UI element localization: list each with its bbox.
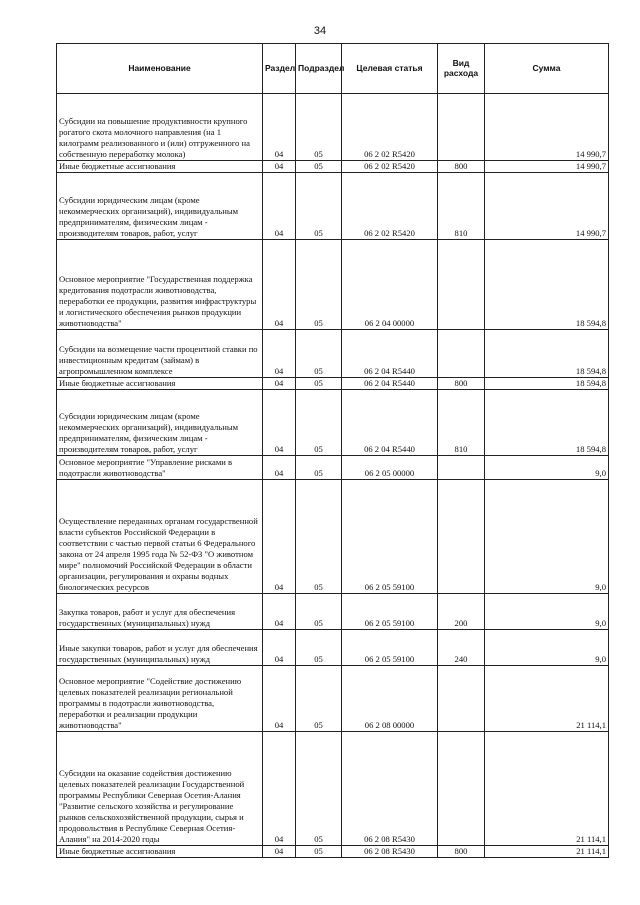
row-amount: 18 594,8 [485,240,609,330]
budget-table [56,43,609,858]
header-expense-type: Вид расхода [438,44,485,94]
row-expense-type: 810 [438,390,485,456]
row-subsection: 05 [296,732,342,846]
row-amount: 21 114,1 [485,846,609,858]
row-target: 06 2 05 59100 [342,630,438,666]
row-section: 04 [263,240,296,330]
row-subsection: 05 [296,480,342,594]
row-expense-type: 810 [438,173,485,240]
header-name: Наименование [57,44,263,94]
row-name: Субсидии на повышение продуктивности крупного рогатого скота молочного направления (на 1 килограмм реализованного и (или) отгруженного на собственную переработку молока) [57,94,263,161]
row-target: 06 2 02 R5420 [342,161,438,173]
row-name: Основное мероприятие "Содействие достижению целевых показателей реализации региональной программы в подотрасли животноводства, переработки и реализации продукции животноводства" [57,666,263,732]
row-name: Иные бюджетные ассигнования [57,846,263,858]
row-subsection: 05 [296,846,342,858]
header-section: Раздел [263,44,296,94]
row-name: Субсидии юридическим лицам (кроме некоммерческих организаций), индивидуальным предпринимателям, физическим лицам - производителям товаров, работ, услуг [57,390,263,456]
row-amount: 9,0 [485,594,609,630]
row-name: Субсидии на возмещение части процентной ставки по инвестиционным кредитам (займам) в агропромышленном комплексе [57,330,263,378]
row-subsection: 05 [296,630,342,666]
table-row [57,161,609,173]
row-target: 06 2 05 59100 [342,480,438,594]
row-section: 04 [263,378,296,390]
table-row [57,173,609,240]
row-subsection: 05 [296,378,342,390]
row-target: 06 2 04 R5440 [342,378,438,390]
row-amount: 18 594,8 [485,390,609,456]
row-amount: 21 114,1 [485,666,609,732]
row-amount: 14 990,7 [485,161,609,173]
row-section: 04 [263,666,296,732]
row-target: 06 2 08 R5430 [342,732,438,846]
row-target: 06 2 04 R5440 [342,330,438,378]
row-section: 04 [263,846,296,858]
table-row [57,594,609,630]
row-target: 06 2 08 R5430 [342,846,438,858]
row-expense-type [438,666,485,732]
page-number: 34 [313,25,327,37]
row-subsection: 05 [296,330,342,378]
row-subsection: 05 [296,666,342,732]
row-expense-type [438,240,485,330]
row-name: Закупка товаров, работ и услуг для обеспечения государственных (муниципальных) нужд [57,594,263,630]
row-amount: 9,0 [485,630,609,666]
row-name: Субсидии юридическим лицам (кроме некоммерческих организаций), индивидуальным предпринимателям, физическим лицам - производителям товаров, работ, услуг [57,173,263,240]
table-row [57,240,609,330]
row-target: 06 2 02 R5420 [342,173,438,240]
row-section: 04 [263,161,296,173]
table-row [57,330,609,378]
header-target: Целевая статья [342,44,438,94]
row-amount: 14 990,7 [485,173,609,240]
row-target: 06 2 04 R5440 [342,390,438,456]
row-expense-type [438,456,485,480]
table-row [57,94,609,161]
row-name: Субсидии на оказание содействия достижению целевых показателей реализации Государственной программы Республики Северная Осетия-Алания "Развитие сельского хозяйства и регулирование рынков сельскохозяйственной продукции, сырья и продовольствия в Республике Северная Осетия-Алания" на 2014-2020 годы [57,732,263,846]
table-row [57,846,609,858]
table-row [57,456,609,480]
row-section: 04 [263,594,296,630]
row-amount: 9,0 [485,456,609,480]
row-expense-type: 800 [438,378,485,390]
row-subsection: 05 [296,390,342,456]
row-target: 06 2 05 00000 [342,456,438,480]
row-expense-type: 800 [438,161,485,173]
row-expense-type [438,94,485,161]
row-target: 06 2 05 59100 [342,594,438,630]
row-expense-type: 240 [438,630,485,666]
row-name: Основное мероприятие "Управление рисками в подотрасли животноводства" [57,456,263,480]
row-section: 04 [263,94,296,161]
table-row [57,390,609,456]
row-section: 04 [263,480,296,594]
table-row [57,480,609,594]
row-expense-type: 200 [438,594,485,630]
table-row [57,732,609,846]
row-expense-type: 800 [438,846,485,858]
row-expense-type [438,480,485,594]
row-name: Иные бюджетные ассигнования [57,378,263,390]
row-amount: 18 594,8 [485,378,609,390]
row-section: 04 [263,330,296,378]
row-expense-type [438,732,485,846]
header-row [57,44,609,94]
row-expense-type [438,330,485,378]
row-name: Основное мероприятие "Государственная поддержка кредитования подотрасли животноводства, переработки ее продукции, развития инфраструктуры и логистического обеспечения рынков продукции животноводства" [57,240,263,330]
table-row [57,630,609,666]
row-target: 06 2 08 00000 [342,666,438,732]
row-target: 06 2 02 R5420 [342,94,438,161]
row-subsection: 05 [296,456,342,480]
row-section: 04 [263,630,296,666]
row-name: Иные бюджетные ассигнования [57,161,263,173]
header-amount: Сумма [485,44,609,94]
row-name: Осуществление переданных органам государственной власти субъектов Российской Федерации в соответствии с частью первой статьи 6 Федерального закона от 24 апреля 1995 года № 52-ФЗ "О животном мире" полномочий Российской Федерации в области организации, регулирования и охраны водных биологических ресурсов [57,480,263,594]
row-target: 06 2 04 00000 [342,240,438,330]
row-section: 04 [263,173,296,240]
row-amount: 21 114,1 [485,732,609,846]
row-section: 04 [263,732,296,846]
row-subsection: 05 [296,161,342,173]
row-amount: 9,0 [485,480,609,594]
row-amount: 18 594,8 [485,330,609,378]
table-row [57,666,609,732]
row-subsection: 05 [296,94,342,161]
row-section: 04 [263,390,296,456]
header-subsection: Подраздел [296,44,342,94]
row-subsection: 05 [296,594,342,630]
row-subsection: 05 [296,173,342,240]
table-row [57,378,609,390]
row-name: Иные закупки товаров, работ и услуг для обеспечения государственных (муниципальных) нужд [57,630,263,666]
row-amount: 14 990,7 [485,94,609,161]
row-subsection: 05 [296,240,342,330]
row-section: 04 [263,456,296,480]
